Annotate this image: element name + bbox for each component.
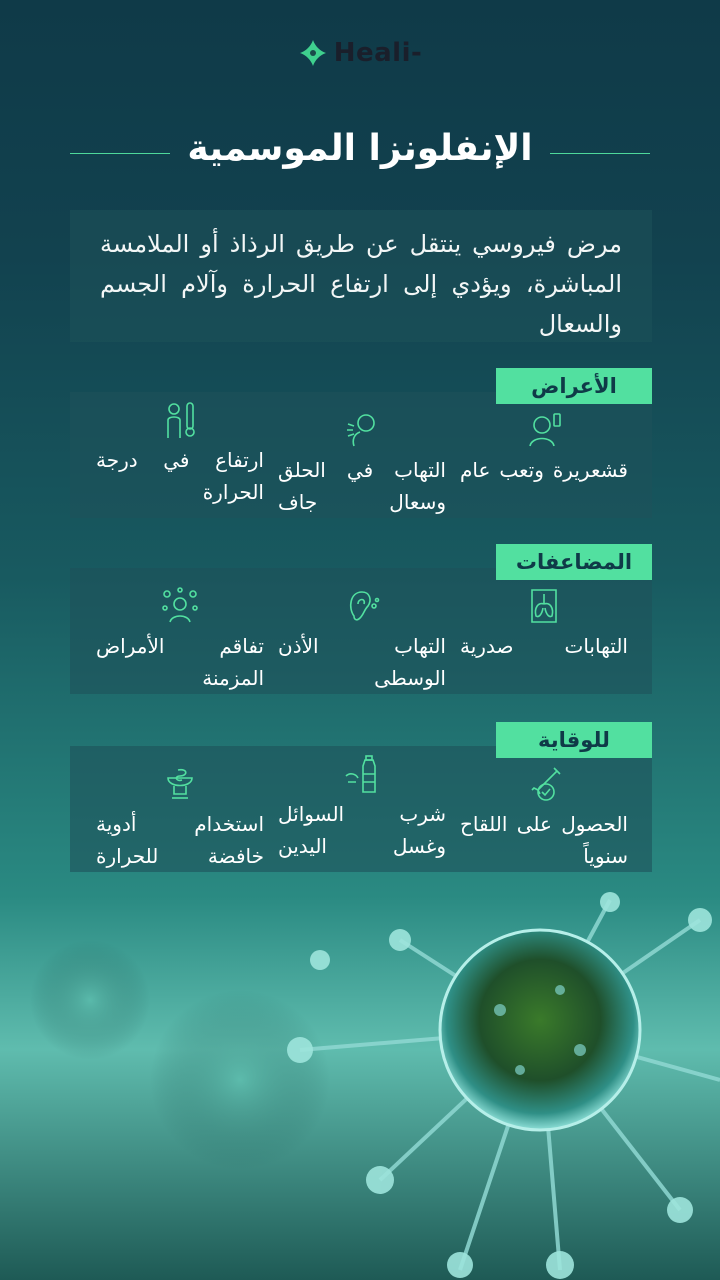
ear-icon [342,586,382,626]
complications-panel [70,568,652,694]
title-block [70,128,650,180]
symptoms-panel [70,392,652,518]
virus-person-icon [160,586,200,626]
complications-label: المضاعفات [496,544,652,580]
complication-text-3: تفاقم الأمراض المزمنة [96,634,264,690]
virus-illustration [0,880,720,1280]
complication-card-2 [272,586,452,694]
prevention-card-1 [454,764,634,872]
page-title: الإنفلونزا الموسمية [187,128,533,169]
lungs-icon [524,586,564,626]
fatigue-icon [524,410,564,450]
syringe-icon [524,764,564,804]
symptom-text-3: ارتفاع في درجة الحرارة [96,448,264,504]
symptom-text-2: التهاب في الحلق وسعال جاف [278,458,446,514]
bottle-icon [342,754,382,794]
complication-text-1: التهابات صدرية [460,634,628,658]
complication-card-3 [90,586,270,694]
prevention-label: للوقاية [496,722,652,758]
prevention-text-3: استخدام أدوية خافضة للحرارة [96,812,264,868]
symptom-text-1: قشعريرة وتعب عام [460,458,628,482]
thermometer-icon [160,400,200,440]
symptom-card-1 [454,410,634,486]
brand-logo [0,38,720,72]
complication-card-1 [454,586,634,662]
symptom-card-3 [90,400,270,508]
intro-text: مرض فيروسي ينتقل عن طريق الرذاذ أو الملامسة المباشرة، ويؤدي إلى ارتفاع الحرارة وآلام الجسم والسعال [70,210,652,342]
symptom-card-2 [272,410,452,518]
cough-icon [342,410,382,450]
pharmacy-icon [160,764,200,804]
prevention-card-3 [90,764,270,872]
prevention-card-2 [272,754,452,862]
prevention-text-2: شرب السوائل وغسل اليدين [278,802,446,858]
symptoms-label: الأعراض [496,368,652,404]
brand-name: Heali- [333,38,423,68]
prevention-text-1: الحصول على اللقاح سنوياً [460,812,628,868]
medical-cross-icon [298,38,328,68]
complication-text-2: التهاب الأذن الوسطى [278,634,446,690]
prevention-panel [70,746,652,872]
